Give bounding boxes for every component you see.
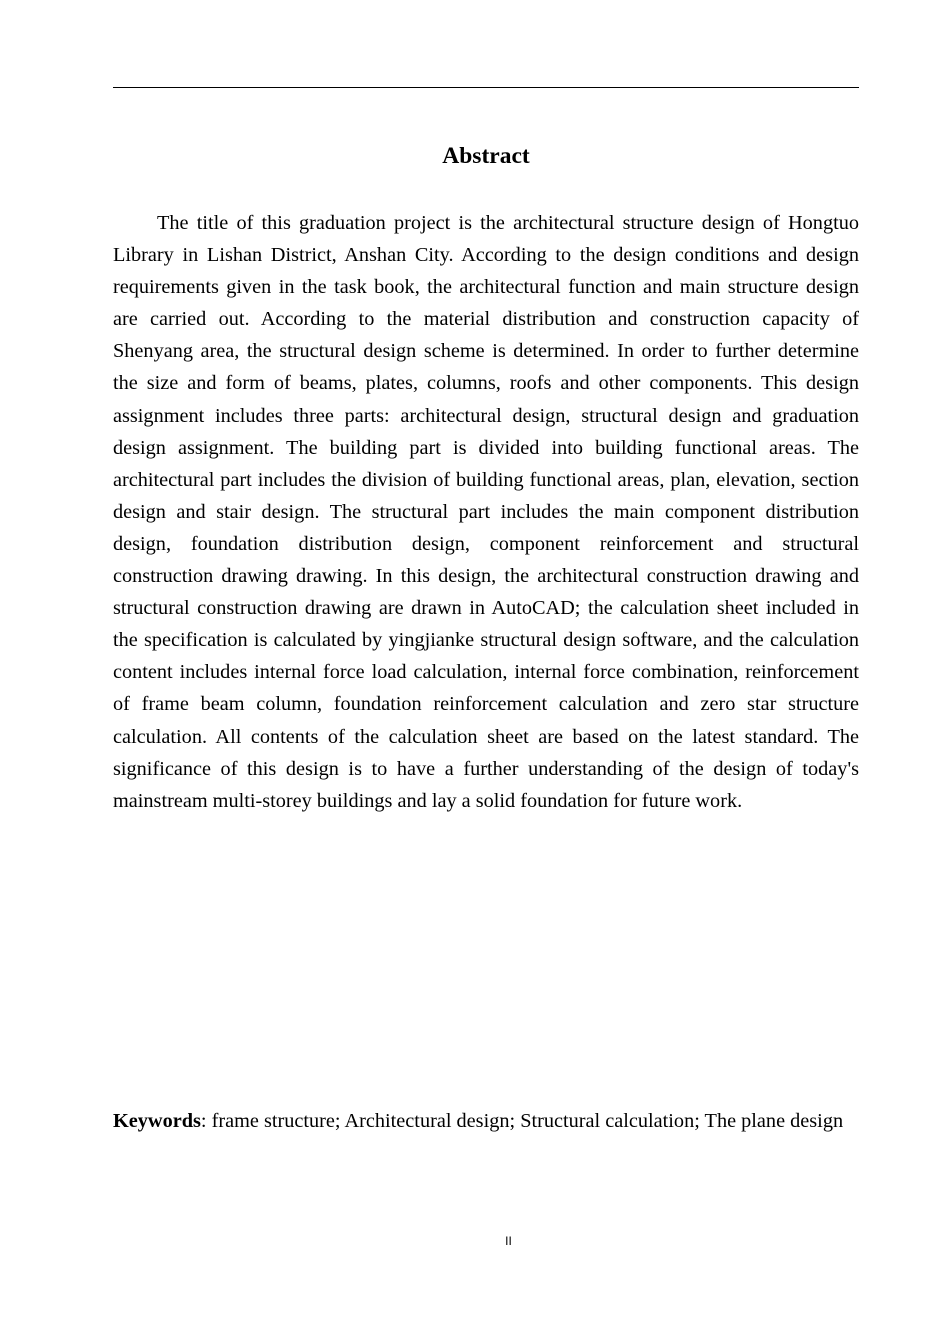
page-title: Abstract [442,143,530,169]
page-number: II [505,1234,512,1248]
header-rule [113,87,859,88]
abstract-paragraph: The title of this graduation project is the architectural structure design of Hongtuo Library in Lishan District, Anshan City. According to the design conditions and design requirements given in the task book, the architectural function and main structure design are carried out. According to the material distribution and construction capacity of Shenyang area, the structural design scheme is determined. In order to further determine the size and form of beams, plates, columns, roofs and other components. This design assignment includes three parts: architectural design, structural design and graduation design assignment. The building part is divided into building functional areas. The architectural part includes the division of building functional areas, plan, elevation, section design and stair design. The structural part includes the main component distribution design, foundation distribution design, component reinforcement and structural construction drawing drawing. In this design, the architectural construction drawing and structural construction drawing are drawn in AutoCAD; the calculation sheet included in the specification is calculated by yingjianke structural design software, and the calculation content includes internal force load calculation, internal force combination, reinforcement of frame beam column, foundation reinforcement calculation and zero star structure calculation. All contents of the calculation sheet are based on the latest standard. The significance of this design is to have a further understanding of the design of today's mainstream multi-storey buildings and lay a solid foundation for future work. [113,212,859,812]
keywords-line [113,1105,859,1137]
keywords-label: Keywords [113,1110,201,1132]
keywords-text: : frame structure; Architectural design; Structural calculation; The plane design [200,1110,844,1132]
